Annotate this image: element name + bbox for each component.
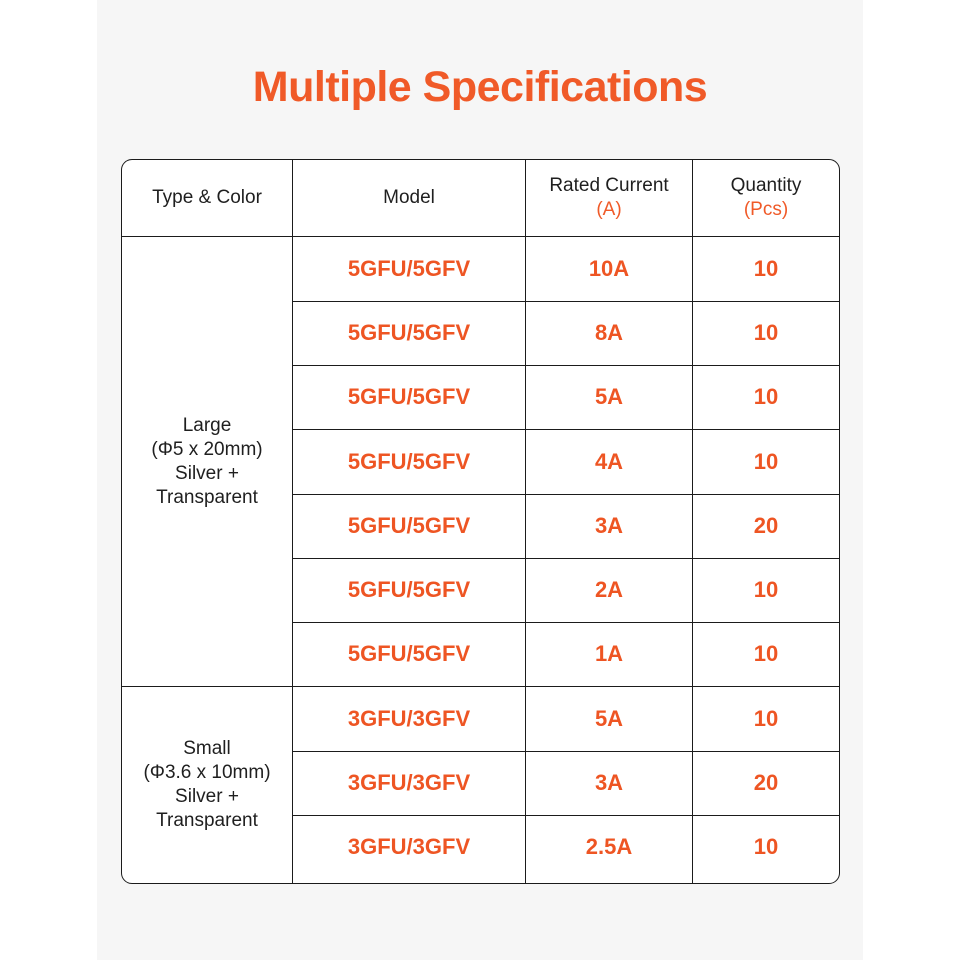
quantity-cell bbox=[693, 622, 839, 686]
quantity-cell bbox=[693, 687, 839, 751]
group-line: Silver + bbox=[175, 462, 239, 484]
model-cell-value: 3GFU/3GFV bbox=[347, 769, 471, 795]
rated-current-cell bbox=[526, 815, 692, 879]
quantity-cell bbox=[693, 494, 839, 558]
model-cell-value: 5GFU/5GFV bbox=[347, 319, 471, 345]
header-unit: (Pcs) bbox=[743, 199, 789, 220]
model-cell-value: 5GFU/5GFV bbox=[347, 577, 471, 603]
header-label: Type & Color bbox=[152, 187, 262, 208]
rated-current-cell-value: 2A bbox=[594, 577, 624, 603]
model-cell-value: 5GFU/5GFV bbox=[347, 448, 471, 474]
model-cell-value: 5GFU/5GFV bbox=[347, 255, 471, 281]
table-row bbox=[122, 751, 839, 815]
quantity-cell-value: 20 bbox=[753, 769, 779, 795]
quantity-cell bbox=[693, 751, 839, 815]
specifications-table bbox=[121, 159, 840, 884]
rated-current-cell bbox=[526, 494, 692, 558]
table-row bbox=[122, 429, 839, 493]
rated-current-cell-value: 8A bbox=[594, 319, 624, 345]
quantity-cell bbox=[693, 429, 839, 493]
model-cell bbox=[293, 687, 525, 751]
model-cell bbox=[293, 622, 525, 686]
rated-current-cell-value: 3A bbox=[594, 769, 624, 795]
table-row bbox=[122, 237, 839, 301]
model-cell bbox=[293, 815, 525, 879]
group-line: (Φ5 x 20mm) bbox=[151, 438, 263, 460]
model-cell bbox=[293, 751, 525, 815]
quantity-cell bbox=[693, 237, 839, 301]
group-line: Transparent bbox=[156, 809, 258, 831]
table-row bbox=[122, 815, 839, 879]
model-cell-value: 3GFU/3GFV bbox=[347, 705, 471, 731]
header-rated-current bbox=[526, 160, 692, 236]
group-line: Transparent bbox=[156, 486, 258, 508]
rated-current-cell bbox=[526, 365, 692, 429]
rated-current-cell-value: 5A bbox=[594, 705, 624, 731]
rated-current-cell-value: 1A bbox=[594, 641, 624, 667]
rated-current-cell bbox=[526, 687, 692, 751]
rated-current-cell-value: 3A bbox=[594, 512, 624, 538]
group-line: Small bbox=[183, 737, 231, 759]
header-type-color bbox=[122, 160, 292, 236]
model-cell-value: 3GFU/3GFV bbox=[347, 834, 471, 860]
group-line: (Φ3.6 x 10mm) bbox=[143, 761, 271, 783]
quantity-cell bbox=[693, 815, 839, 879]
header-model bbox=[293, 160, 525, 236]
table-row bbox=[122, 558, 839, 622]
model-cell bbox=[293, 558, 525, 622]
quantity-cell-value: 20 bbox=[753, 512, 779, 538]
quantity-cell-value: 10 bbox=[753, 641, 779, 667]
model-cell bbox=[293, 237, 525, 301]
page-title: Multiple Specifications bbox=[252, 63, 708, 111]
table-row bbox=[122, 494, 839, 558]
rated-current-cell bbox=[526, 558, 692, 622]
model-cell bbox=[293, 429, 525, 493]
rated-current-cell bbox=[526, 429, 692, 493]
table-row bbox=[122, 365, 839, 429]
quantity-cell-value: 10 bbox=[753, 705, 779, 731]
quantity-cell bbox=[693, 301, 839, 365]
model-cell-value: 5GFU/5GFV bbox=[347, 384, 471, 410]
rated-current-cell-value: 10A bbox=[588, 255, 630, 281]
quantity-cell-value: 10 bbox=[753, 319, 779, 345]
quantity-cell-value: 10 bbox=[753, 834, 779, 860]
rated-current-cell bbox=[526, 622, 692, 686]
model-cell-value: 5GFU/5GFV bbox=[347, 641, 471, 667]
table-row bbox=[122, 622, 839, 686]
header-label: Quantity bbox=[730, 175, 802, 196]
model-cell bbox=[293, 301, 525, 365]
header-unit: (A) bbox=[596, 199, 622, 220]
quantity-cell-value: 10 bbox=[753, 577, 779, 603]
rated-current-cell-value: 5A bbox=[594, 384, 624, 410]
group-line: Silver + bbox=[175, 785, 239, 807]
rated-current-cell-value: 2.5A bbox=[585, 834, 633, 860]
quantity-cell bbox=[693, 558, 839, 622]
rated-current-cell-value: 4A bbox=[594, 448, 624, 474]
table-row bbox=[122, 687, 839, 751]
rated-current-cell bbox=[526, 237, 692, 301]
model-cell-value: 5GFU/5GFV bbox=[347, 512, 471, 538]
header-quantity bbox=[693, 160, 839, 236]
rated-current-cell bbox=[526, 751, 692, 815]
model-cell bbox=[293, 365, 525, 429]
quantity-cell bbox=[693, 365, 839, 429]
quantity-cell-value: 10 bbox=[753, 448, 779, 474]
header-label: Model bbox=[383, 187, 435, 208]
quantity-cell-value: 10 bbox=[753, 384, 779, 410]
table-row bbox=[122, 301, 839, 365]
header-label: Rated Current bbox=[549, 175, 669, 196]
table-header-row bbox=[122, 160, 839, 236]
group-line: Large bbox=[182, 414, 232, 436]
model-cell bbox=[293, 494, 525, 558]
rated-current-cell bbox=[526, 301, 692, 365]
quantity-cell-value: 10 bbox=[753, 255, 779, 281]
